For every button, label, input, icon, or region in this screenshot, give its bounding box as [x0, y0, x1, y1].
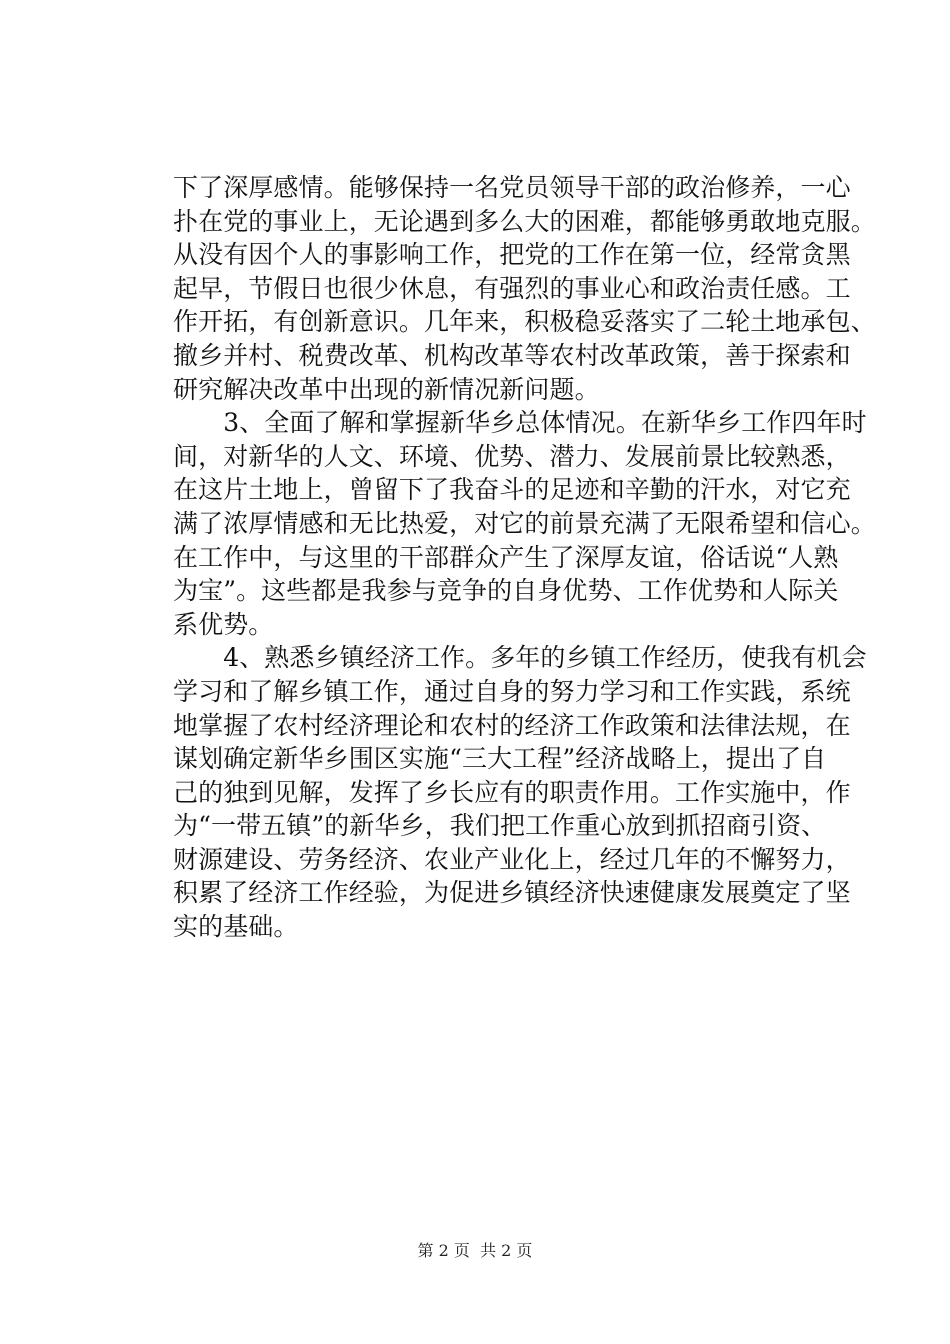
text-line: 财源建设、劳务经济、农业产业化上，经过几年的不懈努力， [173, 844, 851, 874]
text-line: 地掌握了农村经济理论和农村的经济工作政策和法律法规，在 [173, 710, 851, 740]
text-line: 为宝”。这些都是我参与竞争的自身优势、工作优势和人际关 [173, 576, 839, 606]
text-line: 研究解决改革中出现的新情况新问题。 [173, 374, 600, 404]
text-line: 间，对新华的人文、环境、优势、潜力、发展前景比较熟悉， [173, 441, 851, 471]
text-line: 实的基础。 [173, 912, 299, 942]
text-line: 为“一带五镇”的新华乡，我们把工作重心放到抓招商引资、 [173, 811, 827, 841]
body-text [173, 171, 876, 944]
page-footer: 第 2 页 共 2 页 [417, 1241, 533, 1260]
text-line: 下了深厚感情。能够保持一名党员领导干部的政治修养，一心 [173, 173, 851, 202]
text-line: 学习和了解乡镇工作，通过自身的努力学习和工作实践，系统 [173, 676, 851, 706]
text-line: 扑在党的事业上，无论遇到多么大的困难，都能够勇敢地克服。 [173, 206, 876, 236]
paragraph-4-start: 4、熟悉乡镇经济工作。多年的乡镇工作经历，使我有机会 [173, 643, 867, 673]
text-line: 系优势。 [173, 609, 274, 639]
text-line: 己的独到见解，发挥了乡长应有的职责作用。工作实施中，作 [173, 777, 851, 807]
text-line: 从没有因个人的事影响工作，把党的工作在第一位，经常贪黑 [173, 240, 851, 270]
text-line: 在这片土地上，曾留下了我奋斗的足迹和辛勤的汗水，对它充 [173, 475, 851, 505]
text-line: 在工作中，与这里的干部群众产生了深厚友谊，俗话说“人熟 [173, 542, 839, 572]
text-line: 满了浓厚情感和无比热爱，对它的前景充满了无限希望和信心。 [173, 508, 876, 538]
text-line: 作开拓，有创新意识。几年来，积极稳妥落实了二轮土地承包、 [173, 307, 876, 337]
text-line: 积累了经济工作经验，为促进乡镇经济快速健康发展奠定了坚 [173, 878, 851, 908]
paragraph-3-start: 3、全面了解和掌握新华乡总体情况。在新华乡工作四年时 [173, 408, 867, 438]
text-line: 谋划确定新华乡围区实施“三大工程”经济战略上，提出了自 [173, 744, 827, 774]
text-line: 起早，节假日也很少休息，有强烈的事业心和政治责任感。工 [173, 273, 851, 303]
text-line: 撤乡并村、税费改革、机构改革等农村改革政策，善于探索和 [173, 340, 851, 370]
